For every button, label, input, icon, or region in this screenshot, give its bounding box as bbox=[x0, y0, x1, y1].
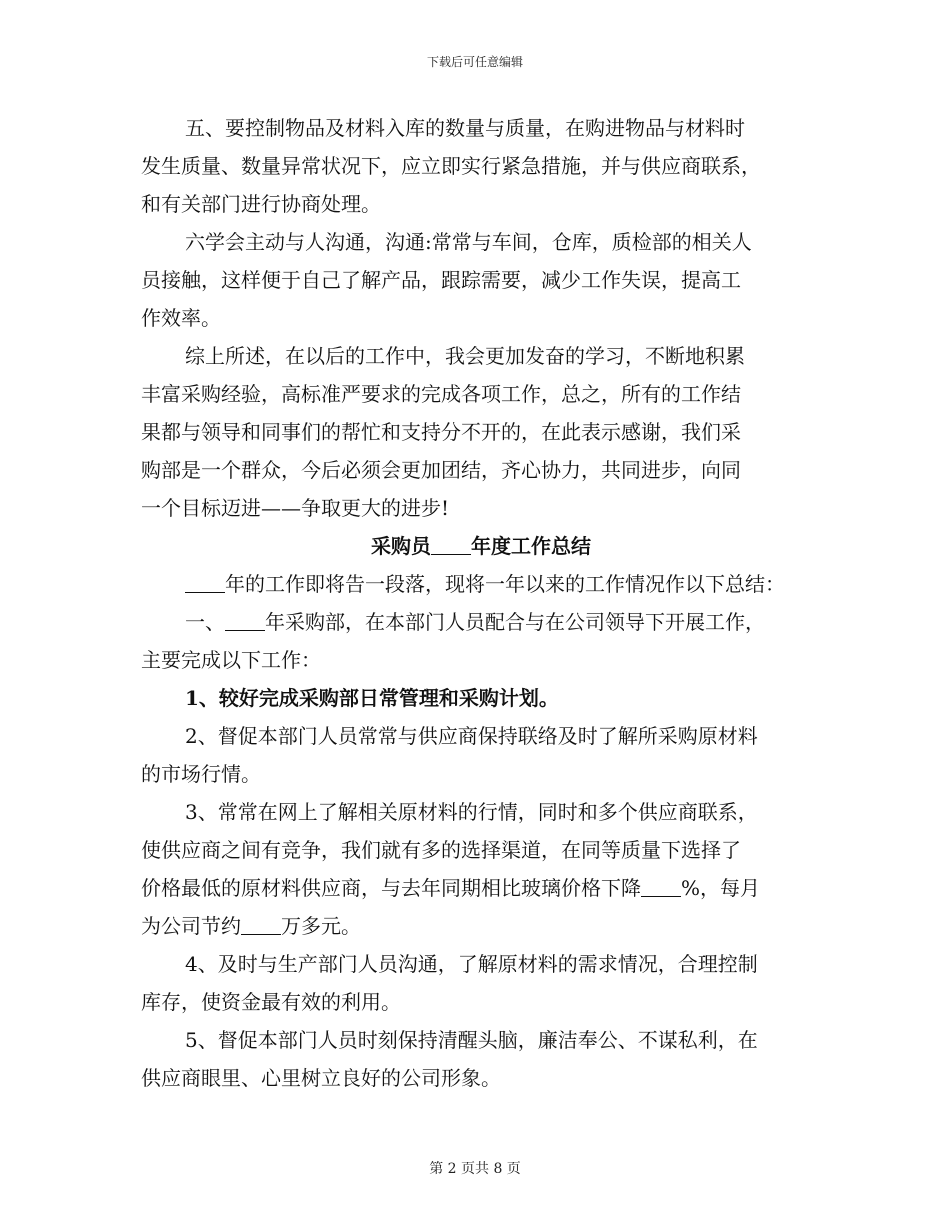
blank-fill-line bbox=[431, 534, 471, 555]
item-3-text: 万多元。 bbox=[281, 914, 361, 938]
paragraph-line: 作效率。 bbox=[141, 306, 221, 330]
intro-text: 年的工作即将告一段落，现将一年以来的工作情况作以下总结： bbox=[225, 572, 785, 596]
item-5-line: 5、督促本部门人员时刻保持清醒头脑，廉洁奉公、不谋私利，在 bbox=[185, 1028, 758, 1052]
paragraph-line: 丰富采购经验，高标准严要求的完成各项工作，总之，所有的工作结 bbox=[141, 382, 741, 406]
item-3-text: 为公司节约 bbox=[141, 914, 241, 938]
page-footer: 第 2 页共 8 页 bbox=[429, 1161, 521, 1177]
paragraph-line: 主要完成以下工作： bbox=[141, 648, 321, 672]
item-3-text: %，每月 bbox=[681, 876, 761, 900]
item-5-line: 供应商眼里、心里树立良好的公司形象。 bbox=[141, 1066, 501, 1090]
blank-fill-line bbox=[641, 876, 681, 897]
item-4-line: 库存，使资金最有效的利用。 bbox=[141, 990, 401, 1014]
item-2-line: 的市场行情。 bbox=[141, 762, 261, 786]
section-title bbox=[141, 527, 811, 565]
paragraph-line: 综上所述，在以后的工作中，我会更加发奋的学习，不断地积累 bbox=[185, 344, 745, 368]
paragraph-line: 购部是一个群众，今后必须会更加团结，齐心协力，共同进步，向同 bbox=[141, 458, 741, 482]
intro-line bbox=[141, 565, 811, 603]
blank-fill-line bbox=[241, 914, 281, 935]
blank-fill-line bbox=[185, 572, 225, 593]
item-4-line: 4、及时与生产部门人员沟通，了解原材料的需求情况，合理控制 bbox=[185, 952, 758, 976]
paragraph-line: 五、要控制物品及材料入库的数量与质量，在购进物品与材料时 bbox=[185, 116, 745, 140]
blank-fill-line bbox=[225, 610, 265, 631]
section-one-prefix: 一、 bbox=[185, 610, 225, 634]
document-body bbox=[141, 109, 811, 1097]
item-3-text: 价格最低的原材料供应商，与去年同期相比玻璃价格下降 bbox=[141, 876, 641, 900]
paragraph-line: 员接触，这样便于自己了解产品，跟踪需要，减少工作失误，提高工 bbox=[141, 268, 741, 292]
paragraph-line: 和有关部门进行协商处理。 bbox=[141, 192, 381, 216]
paragraph-line: 发生质量、数量异常状况下，应立即实行紧急措施，并与供应商联系， bbox=[141, 154, 761, 178]
item-3-line bbox=[141, 869, 811, 907]
item-2-line: 2、督促本部门人员常常与供应商保持联络及时了解所采购原材料 bbox=[185, 724, 758, 748]
section-one-text: 年采购部，在本部门人员配合与在公司领导下开展工作， bbox=[265, 610, 765, 634]
title-suffix: 年度工作总结 bbox=[471, 534, 591, 558]
paragraph-line: 果都与领导和同事们的帮忙和支持分不开的，在此表示感谢，我们采 bbox=[141, 420, 741, 444]
section-one-line bbox=[141, 603, 811, 641]
item-3-line bbox=[141, 907, 811, 945]
paragraph-line: 六学会主动与人沟通，沟通:常常与车间，仓库，质检部的相关人 bbox=[185, 230, 752, 254]
item-3-line: 3、常常在网上了解相关原材料的行情，同时和多个供应商联系， bbox=[185, 800, 758, 824]
item-3-line: 使供应商之间有竞争，我们就有多的选择渠道，在同等质量下选择了 bbox=[141, 838, 741, 862]
item-1: 1、较好完成采购部日常管理和采购计划。 bbox=[185, 686, 559, 710]
paragraph-line: 一个目标迈进——争取更大的进步! bbox=[141, 496, 450, 520]
page-header: 下载后可任意编辑 bbox=[426, 55, 523, 69]
title-prefix: 采购员 bbox=[371, 534, 431, 558]
